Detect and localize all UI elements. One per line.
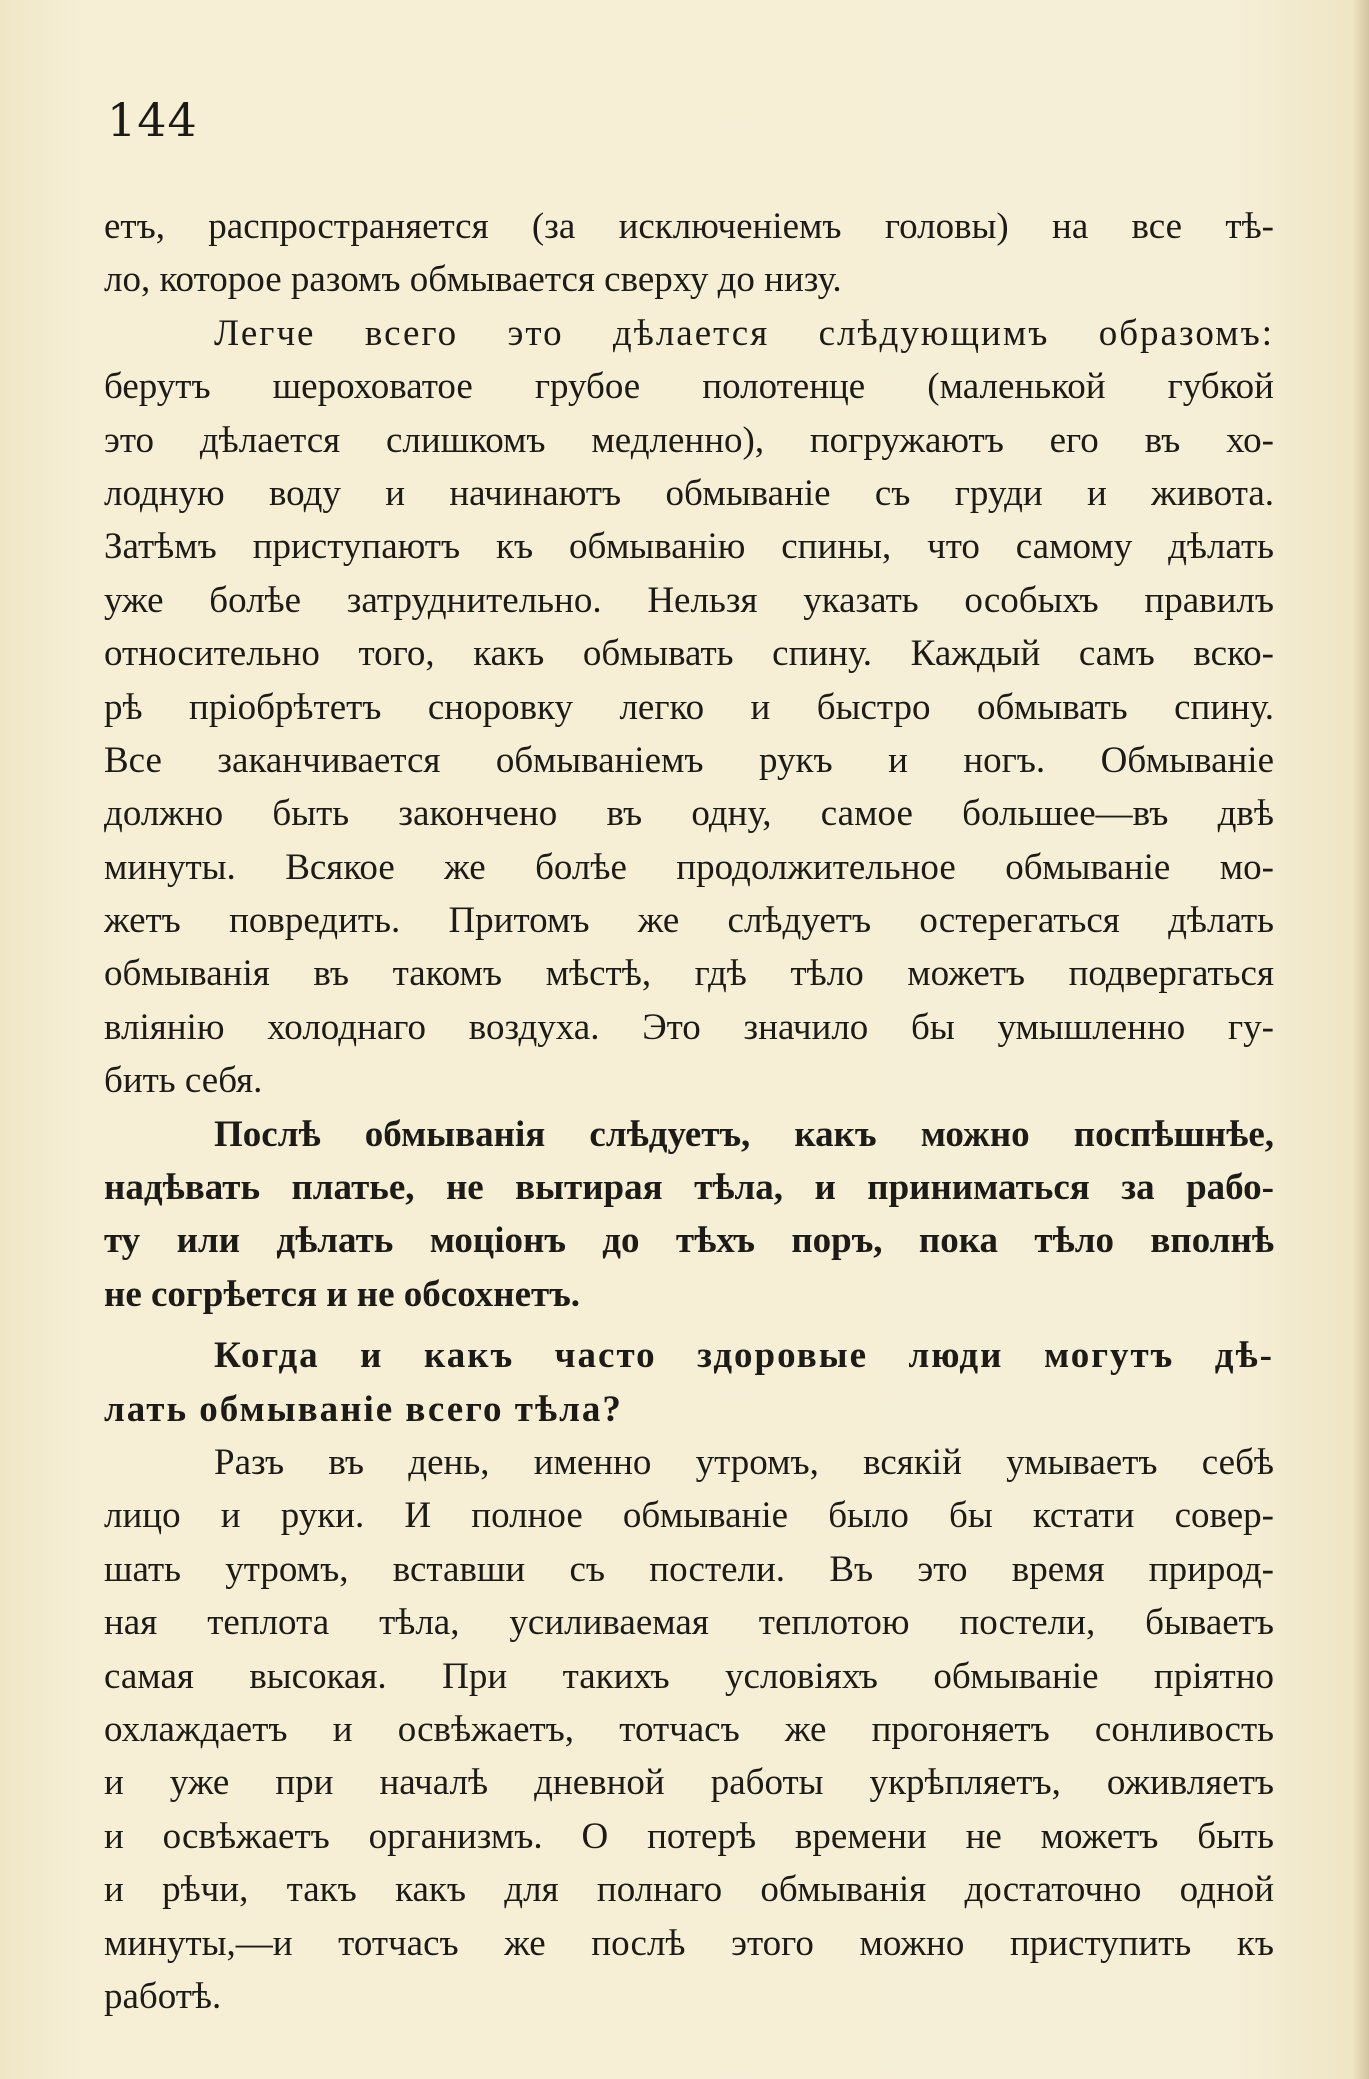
text-line: бить себя. bbox=[104, 1060, 263, 1102]
text-line: ло, которое разомъ обмывается сверху до низу. bbox=[104, 259, 842, 301]
text-line: и рѣчи, такъ какъ для полнаго обмыванія достаточно одной bbox=[104, 1869, 1274, 1911]
text-line: лодную воду и начинаютъ обмываніе съ груди и живота. bbox=[104, 472, 1274, 514]
text-line: Все заканчивается обмываніемъ рукъ и ногъ. Обмываніе bbox=[104, 739, 1274, 781]
text-line: ту или дѣлать моціонъ до тѣхъ поръ, пока тѣло вполнѣ bbox=[104, 1220, 1274, 1262]
text-line: не согрѣется и не обсохнетъ. bbox=[104, 1273, 581, 1315]
text-line: и освѣжаетъ организмъ. О потерѣ времени не можетъ быть bbox=[104, 1815, 1274, 1857]
body-text bbox=[104, 200, 1274, 2023]
text-line: Легче всего это дѣлается слѣдующимъ образомъ: bbox=[214, 312, 1274, 354]
text-line: вліянію холоднаго воздуха. Это значило бы умышленно гу- bbox=[104, 1006, 1274, 1048]
page-edge-shadow bbox=[1353, 0, 1369, 2079]
text-line: и уже при началѣ дневной работы укрѣпляетъ, оживляетъ bbox=[104, 1762, 1274, 1804]
text-line: уже болѣе затруднительно. Нельзя указать особыхъ правилъ bbox=[104, 579, 1274, 621]
text-line: Затѣмъ приступаютъ къ обмыванію спины, что самому дѣлать bbox=[104, 526, 1274, 568]
text-line: работѣ. bbox=[104, 1975, 222, 2017]
text-line: относительно того, какъ обмывать спину. Каждый самъ вско- bbox=[104, 633, 1274, 675]
text-line: самая высокая. При такихъ условіяхъ обмываніе пріятно bbox=[104, 1655, 1274, 1697]
page-number: 144 bbox=[107, 93, 198, 147]
text-line: рѣ пріобрѣтетъ сноровку легко и быстро обмывать спину. bbox=[104, 686, 1274, 728]
text-line: Разъ въ день, именно утромъ, всякій умываетъ себѣ bbox=[214, 1441, 1274, 1483]
text-line: берутъ шероховатое грубое полотенце (маленькой губкой bbox=[104, 366, 1274, 408]
text-line: лицо и руки. И полное обмываніе было бы кстати совер- bbox=[104, 1495, 1274, 1537]
text-line: надѣвать платье, не вытирая тѣла, и приниматься за рабо- bbox=[104, 1167, 1274, 1209]
text-line: шать утромъ, вставши съ постели. Въ это время природ- bbox=[104, 1548, 1274, 1590]
text-line: обмыванія въ такомъ мѣстѣ, гдѣ тѣло можетъ подвергаться bbox=[104, 953, 1274, 995]
text-line: должно быть закончено въ одну, самое большее—въ двѣ bbox=[104, 793, 1274, 835]
text-line: это дѣлается слишкомъ медленно), погружаютъ его въ хо- bbox=[104, 419, 1274, 461]
section-heading-line: лать обмываніе всего тѣла? bbox=[104, 1388, 623, 1430]
text-line: минуты,—и тотчасъ же послѣ этого можно приступить къ bbox=[104, 1922, 1274, 1964]
section-heading-line: Когда и какъ часто здоровые люди могутъ дѣ- bbox=[214, 1335, 1274, 1377]
text-line: минуты. Всякое же болѣе продолжительное обмываніе мо- bbox=[104, 846, 1274, 888]
text-line: охлаждаетъ и освѣжаетъ, тотчасъ же прогоняетъ сонливость bbox=[104, 1708, 1274, 1750]
text-line: етъ, распространяется (за исключеніемъ головы) на все тѣ- bbox=[104, 206, 1274, 247]
text-line: жетъ повредить. Притомъ же слѣдуетъ остерегаться дѣлать bbox=[104, 900, 1274, 942]
text-line: ная теплота тѣла, усиливаемая теплотою постели, бываетъ bbox=[104, 1602, 1274, 1644]
text-line: Послѣ обмыванія слѣдуетъ, какъ можно поспѣшнѣе, bbox=[214, 1113, 1274, 1155]
heading-gap bbox=[104, 1321, 1274, 1329]
